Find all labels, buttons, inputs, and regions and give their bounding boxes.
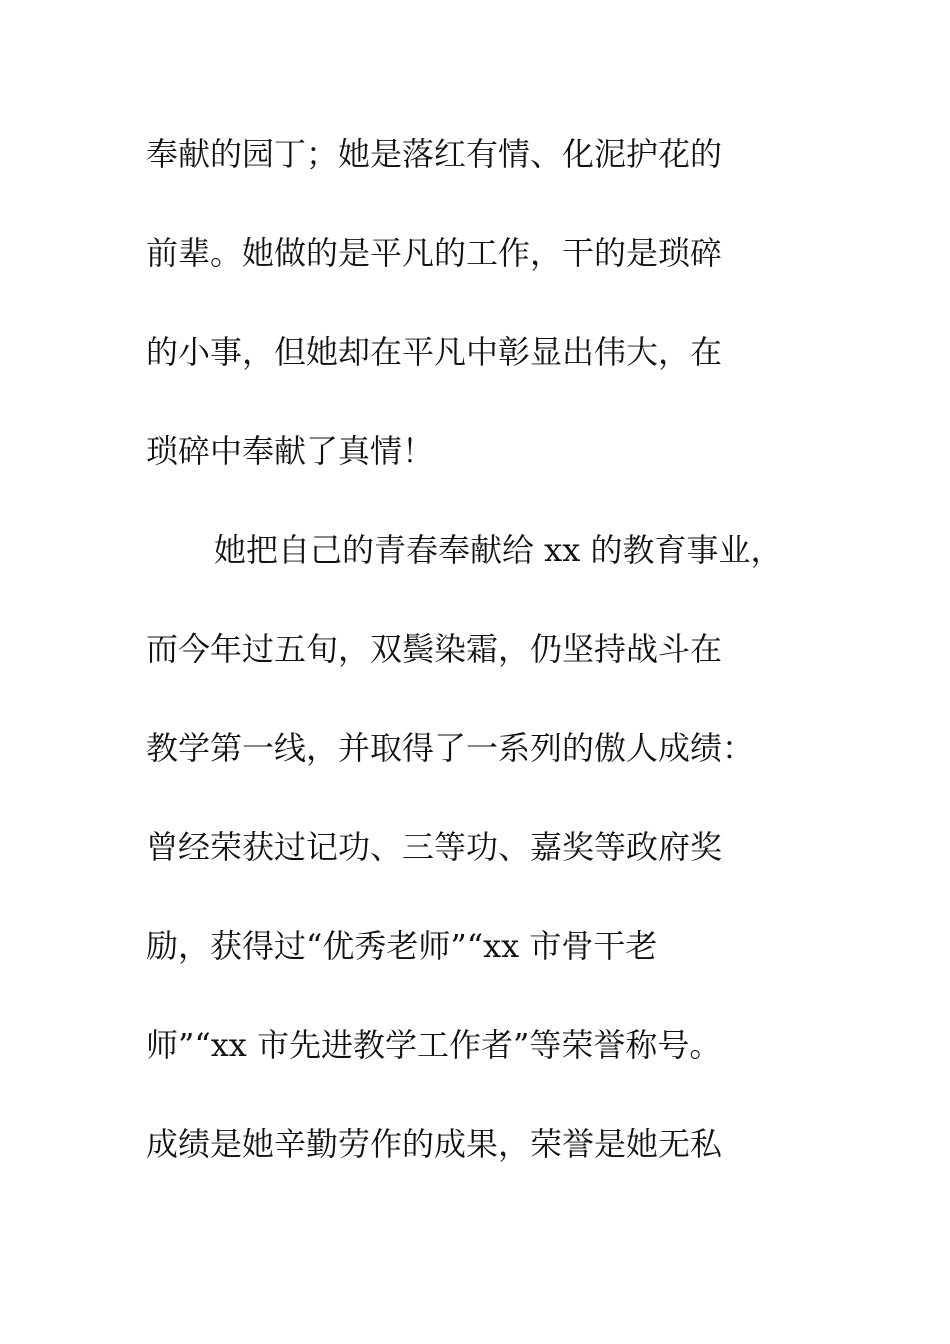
text-line: 前辈。她做的是平凡的工作，干的是琐碎 <box>146 234 723 272</box>
text-line: 教学第一线，并取得了一系列的傲人成绩： <box>146 729 755 767</box>
text-line: 师”“xx 市先进教学工作者”等荣誉称号。 <box>146 1026 722 1064</box>
text-line: 曾经荣获过记功、三等功、嘉奖等政府奖 <box>146 828 723 866</box>
text-line: 成绩是她辛勤劳作的成果，荣誉是她无私 <box>146 1125 723 1163</box>
text-line: 的小事，但她却在平凡中彰显出伟大，在 <box>146 333 723 371</box>
text-line: 励，获得过“优秀老师”“xx 市骨干老 <box>146 927 658 965</box>
text-line: 而今年过五旬，双鬓染霜，仍坚持战斗在 <box>146 630 723 668</box>
paragraph-first-line: 她把自己的青春奉献给 xx 的教育事业， <box>214 531 783 569</box>
text-line: 奉献的园丁；她是落红有情、化泥护花的 <box>146 135 723 173</box>
text-line: 琐碎中奉献了真情！ <box>146 432 435 470</box>
